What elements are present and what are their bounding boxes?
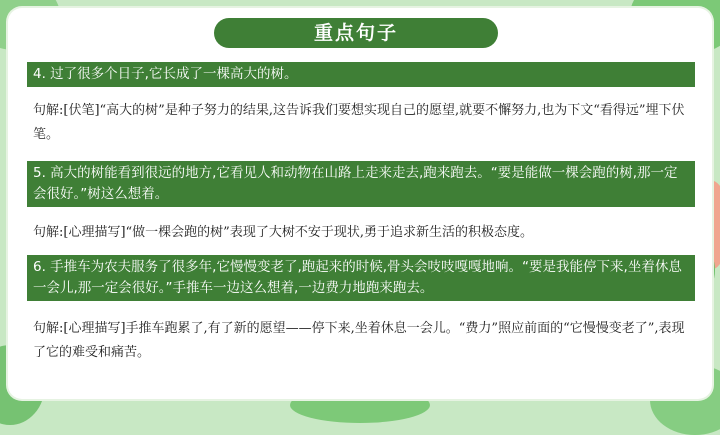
sentence-analysis: 句解:[心理描写]“做一棵会跑的树”表现了大树不安于现状,勇于追求新生活的积极态度。 [33,225,533,240]
sentence-analysis: 句解:[伏笔]“高大的树”是种子努力的结果,这告诉我们要想实现自己的愿望,就要不懈努力,也为下文“看得远”埋下伏笔。 [33,103,685,142]
sentence-bar: 4. 过了很多个日子,它长成了一棵高大的树。 [27,62,695,87]
sentence-bar: 6. 手推车为农夫服务了很多年,它慢慢变老了,跑起来的时候,骨头会吱吱嘎嘎地响。“要是我能停下来,坐着休息一会儿,那一定会很好。”手推车一边这么想着,一边费力地跑来跑去。 [27,255,695,301]
sentence-bar: 5. 高大的树能看到很远的地方,它看见人和动物在山路上走来走去,跑来跑去。“要是能做一棵会跑的树,那一定会很好。”树这么想着。 [27,161,695,207]
page-title: 重点句子 [214,18,498,48]
sentence-analysis: 句解:[心理描写]手推车跑累了,有了新的愿望——停下来,坐着休息一会儿。“费力”照应前面的“它慢慢变老了”,表现了它的难受和痛苦。 [33,321,685,360]
